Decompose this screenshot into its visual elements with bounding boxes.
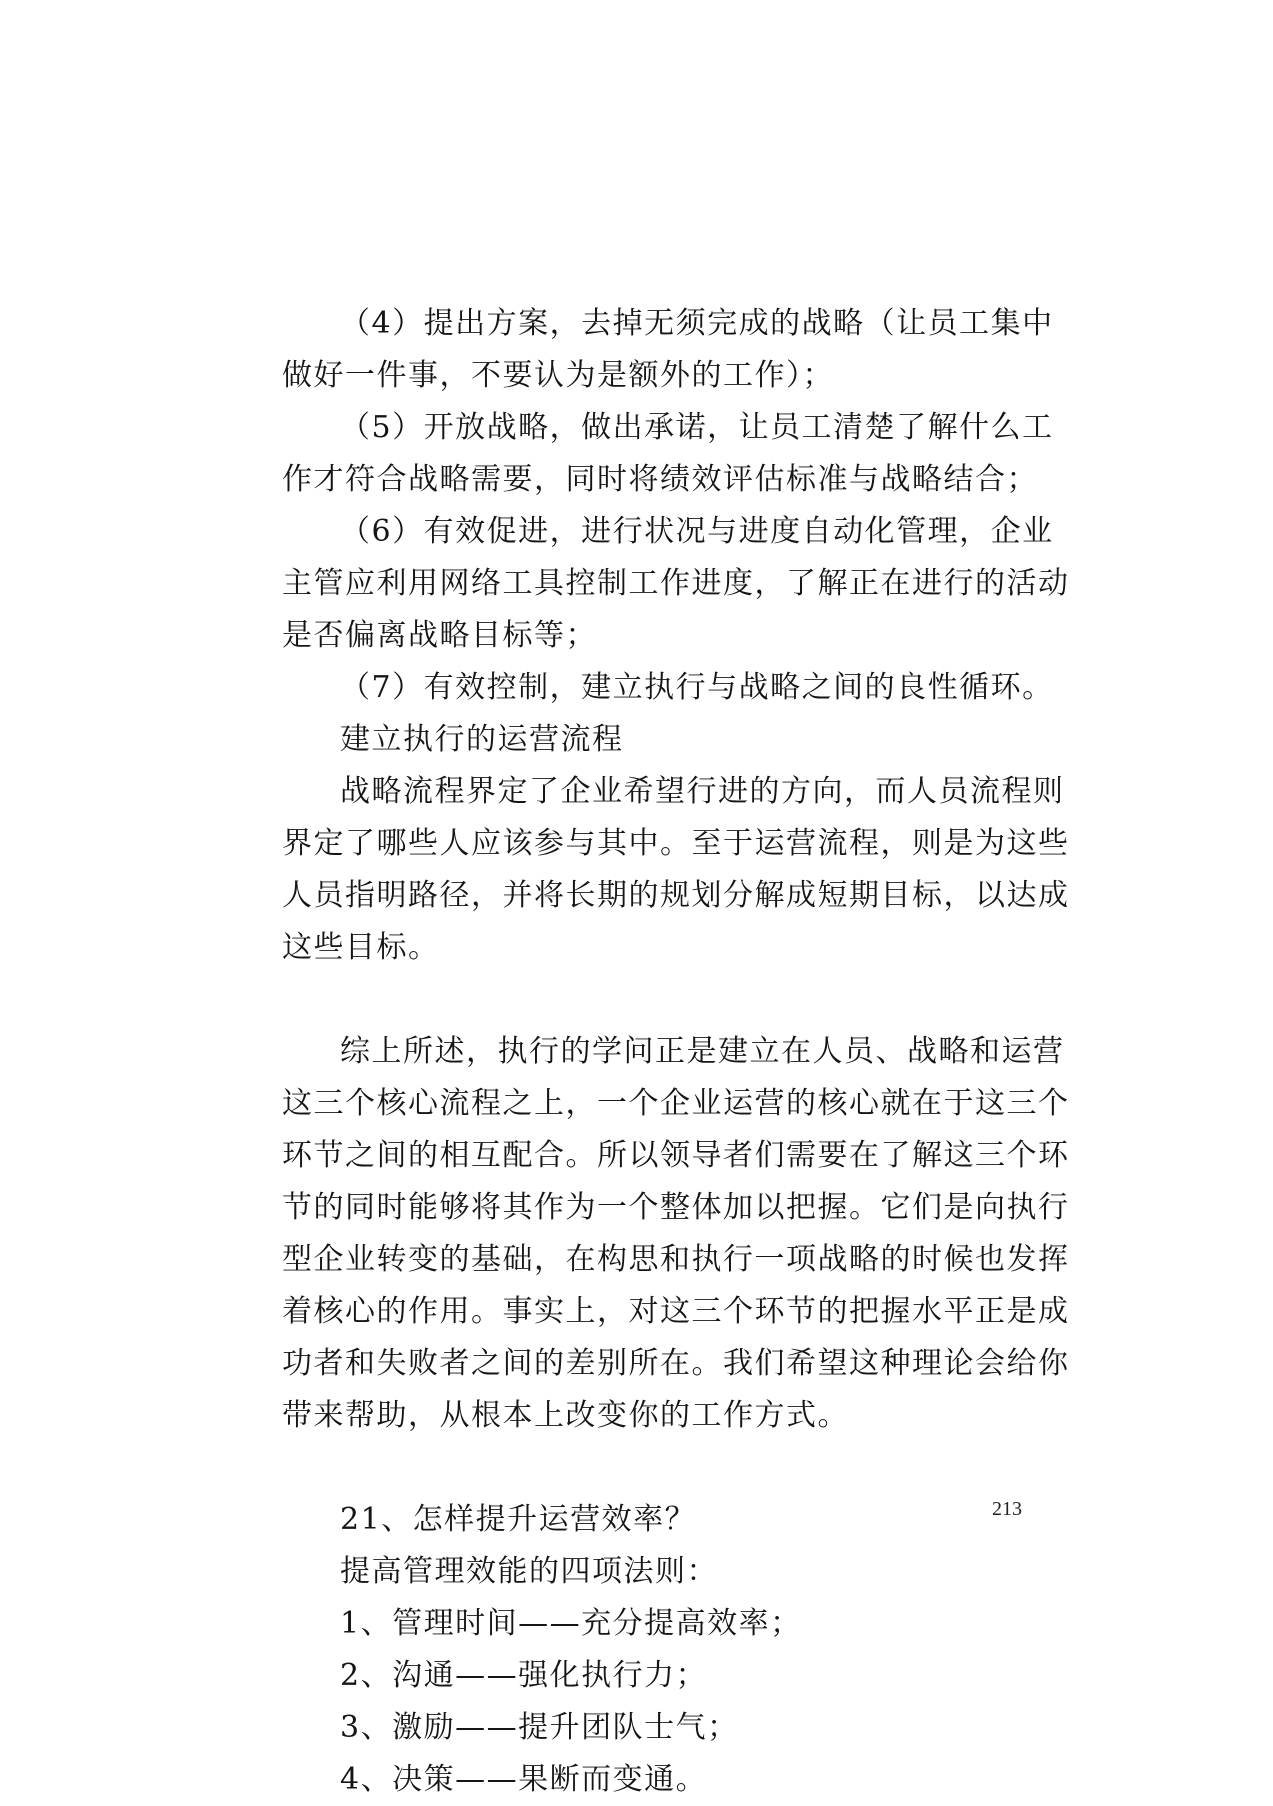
list-item: 2、沟通——强化执行力； <box>340 1658 708 1693</box>
paragraph-line: （7）有效控制，建立执行与战略之间的良性循环。 <box>340 670 1054 705</box>
list-item: 1、管理时间——充分提高效率； <box>340 1606 802 1641</box>
paragraph-line: 型企业转变的基础，在构思和执行一项战略的时候也发挥 <box>282 1242 1070 1277</box>
paragraph-line: 做好一件事，不要认为是额外的工作）； <box>282 358 834 393</box>
paragraph-line: （6）有效促进，进行状况与进度自动化管理，企业 <box>340 514 1054 549</box>
list-item: 3、激励——提升团队士气； <box>340 1710 739 1745</box>
paragraph-line: 人员指明路径，并将长期的规划分解成短期目标，以达成 <box>282 878 1070 913</box>
paragraph-line: 节的同时能够将其作为一个整体加以把握。它们是向执行 <box>282 1190 1070 1225</box>
paragraph-line: 是否偏离战略目标等； <box>282 618 597 653</box>
paragraph-line: （4）提出方案，去掉无须完成的战略（让员工集中 <box>340 306 1054 341</box>
body-text <box>282 298 1070 1806</box>
section-heading: 建立执行的运营流程 <box>340 722 624 757</box>
question-heading: 21、怎样提升运营效率？ <box>340 1502 697 1537</box>
page-number: 213 <box>992 1498 1022 1520</box>
paragraph-line: 综上所述，执行的学问正是建立在人员、战略和运营 <box>340 1034 1065 1069</box>
paragraph-line: 作才符合战略需要，同时将绩效评估标准与战略结合； <box>282 462 1038 497</box>
paragraph-line: 界定了哪些人应该参与其中。至于运营流程，则是为这些 <box>282 826 1070 861</box>
paragraph-spacer <box>282 1442 1027 1494</box>
paragraph-line: 战略流程界定了企业希望行进的方向，而人员流程则 <box>340 774 1065 809</box>
list-item: 4、决策——果断而变通。 <box>340 1762 708 1797</box>
paragraph-line: 带来帮助，从根本上改变你的工作方式。 <box>282 1398 849 1433</box>
paragraph-spacer <box>282 974 1027 1026</box>
paragraph-line: 主管应利用网络工具控制工作进度，了解正在进行的活动 <box>282 566 1070 601</box>
paragraph-line: 提高管理效能的四项法则： <box>340 1554 718 1589</box>
paragraph-line: 这三个核心流程之上，一个企业运营的核心就在于这三个 <box>282 1086 1070 1121</box>
paragraph-line: 这些目标。 <box>282 930 440 965</box>
paragraph-line: 环节之间的相互配合。所以领导者们需要在了解这三个环 <box>282 1138 1070 1173</box>
paragraph-line: 着核心的作用。事实上，对这三个环节的把握水平正是成 <box>282 1294 1070 1329</box>
paragraph-line: （5）开放战略，做出承诺，让员工清楚了解什么工 <box>340 410 1054 445</box>
paragraph-line: 功者和失败者之间的差别所在。我们希望这种理论会给你 <box>282 1346 1070 1381</box>
